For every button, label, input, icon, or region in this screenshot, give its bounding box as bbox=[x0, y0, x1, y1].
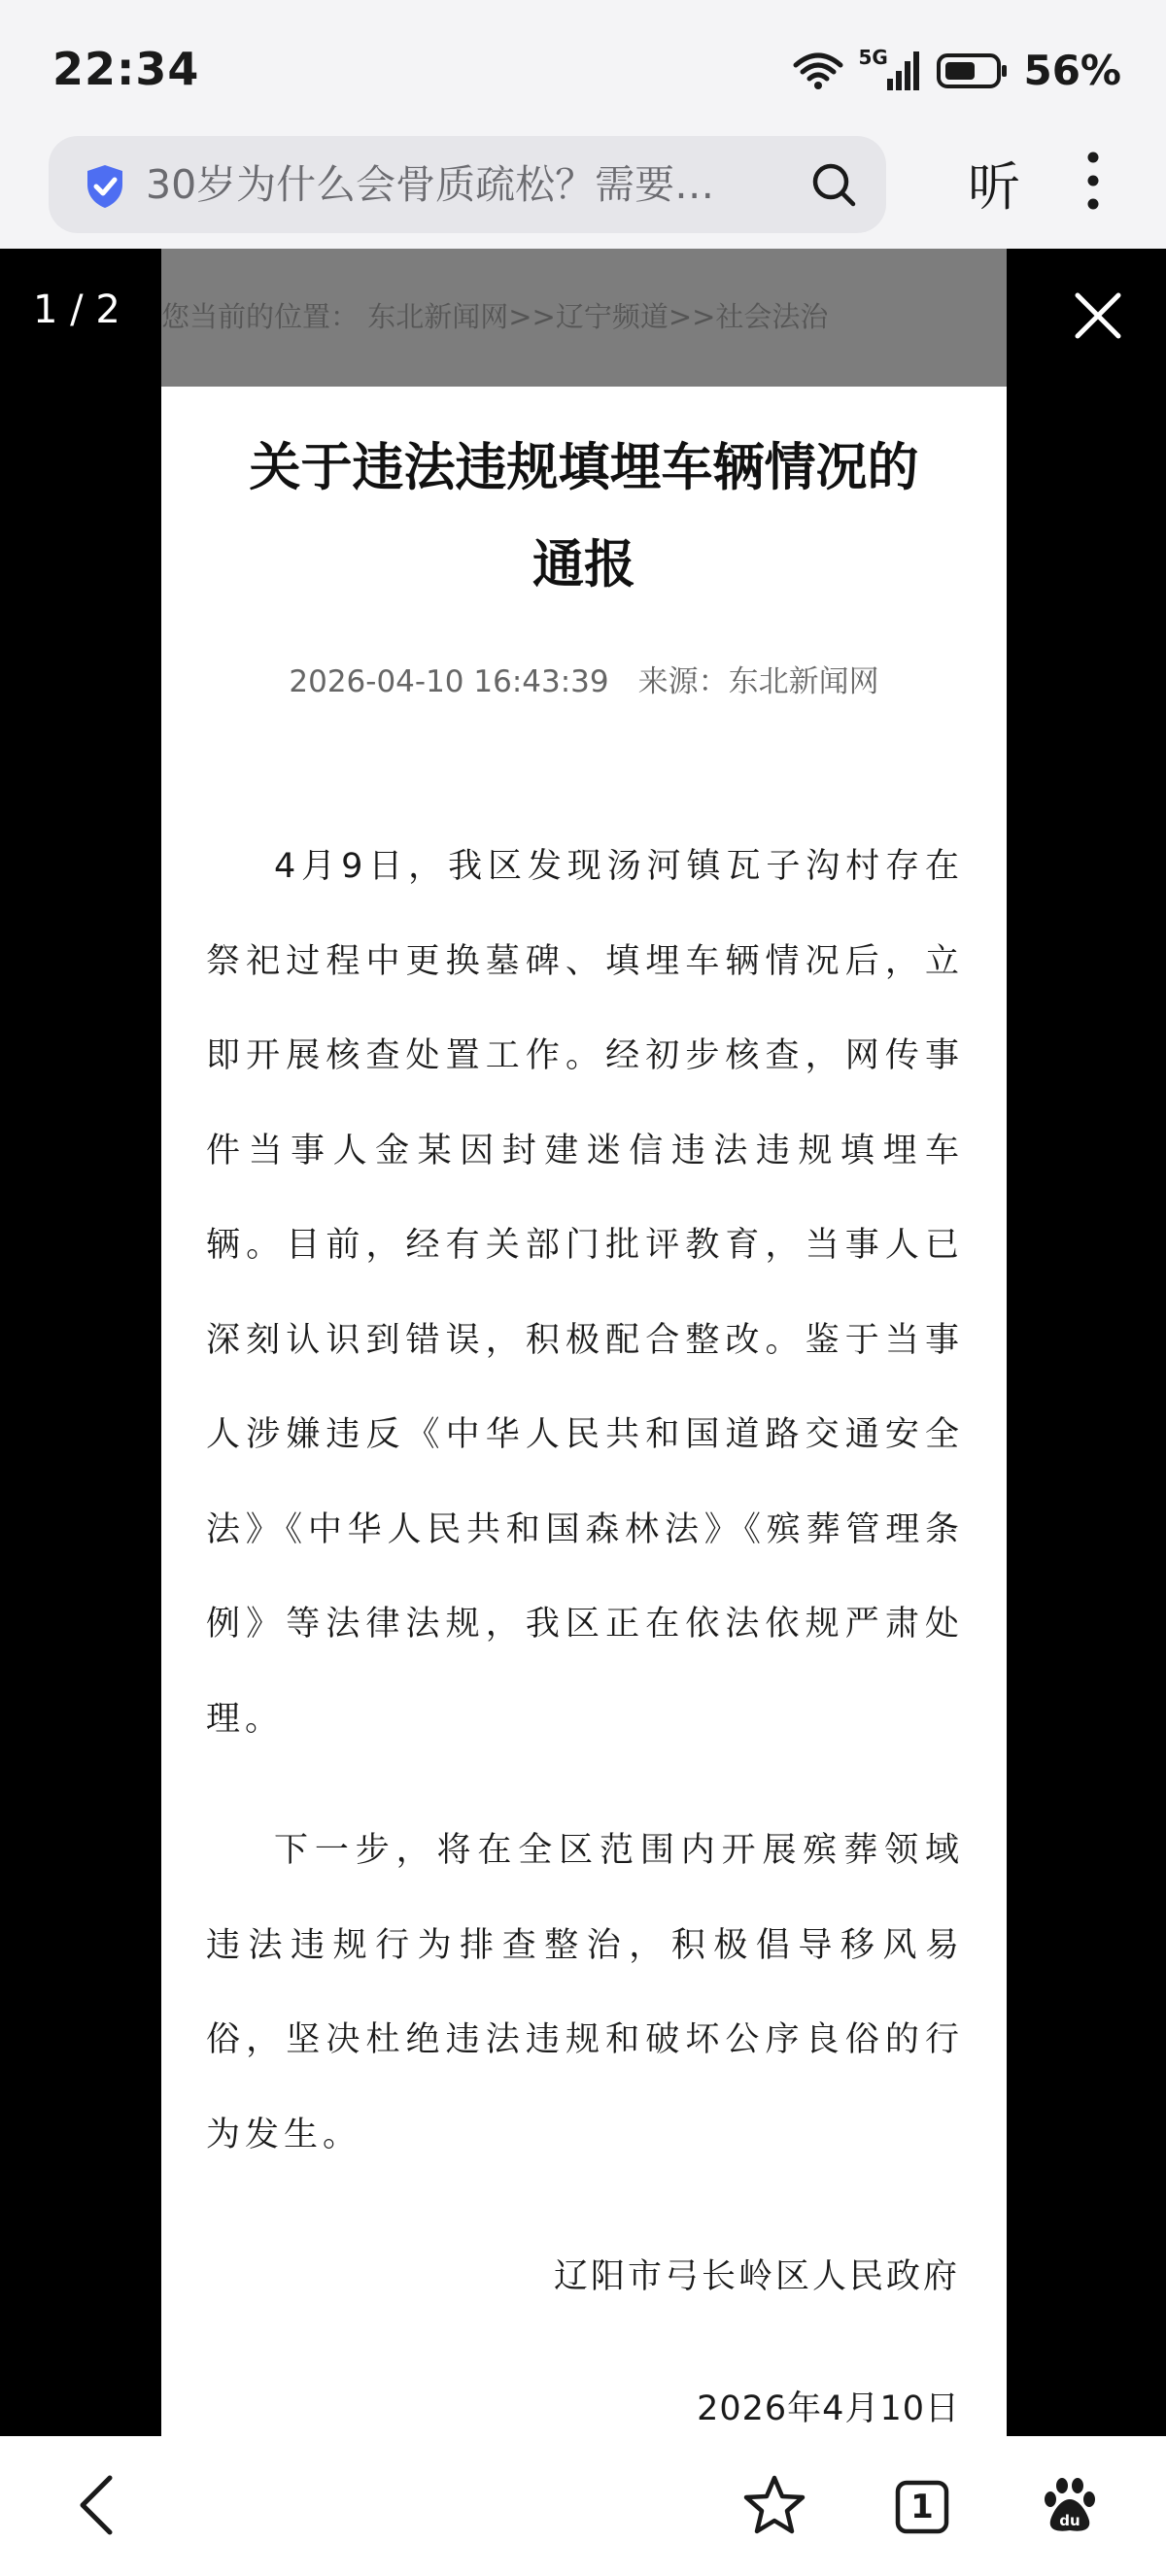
bookmark-button[interactable] bbox=[733, 2465, 816, 2549]
battery-icon bbox=[936, 51, 1010, 90]
search-bar[interactable] bbox=[49, 136, 886, 233]
listen-button[interactable]: 听 bbox=[968, 156, 1020, 218]
wifi-icon bbox=[792, 51, 844, 90]
article-title-line-1: 关于违法违规填埋车辆情况的 bbox=[249, 438, 919, 497]
article-meta bbox=[161, 657, 1007, 700]
battery-percent: 56% bbox=[1023, 47, 1121, 94]
cellular-5g-icon bbox=[858, 45, 922, 92]
breadcrumb-bar bbox=[161, 249, 1007, 387]
search-icon[interactable] bbox=[810, 161, 857, 212]
network-type-label: 5G bbox=[858, 45, 888, 69]
article-image[interactable] bbox=[161, 249, 1007, 2436]
baidu-button[interactable] bbox=[1028, 2465, 1112, 2549]
page-indicator: 1 / 2 bbox=[33, 288, 120, 332]
article-paragraph: 4月9日，我区发现汤河镇瓦子沟村存在祭祀过程中更换墓碑、填埋车辆情况后，立即开展核查处置工作。经初步核查，网传事件当事人金某因封建迷信违法违规填埋车辆。目前，经有关部门批评教育，当事人已深刻认识到错误，积极配合整改。鉴于当事人涉嫌违反《中华人民共和国道路交通安全法》《中华人民共和国森林法》《殡葬管理条例》等法律法规，我区正在依法依规严肃处理。 bbox=[206, 847, 964, 1739]
svg-text:du: du bbox=[1059, 2512, 1080, 2529]
breadcrumb: 您当前的位置： 东北新闻网>>辽宁频道>>社会法治 bbox=[161, 300, 829, 333]
article-source: 来源：东北新闻网 bbox=[637, 664, 879, 699]
back-icon bbox=[77, 2474, 116, 2540]
baidu-paw-icon bbox=[1039, 2474, 1101, 2540]
article-paragraph: 下一步，将在全区范围内开展殡葬领域违法违规行为排查整治，积极倡导移风易俗，坚决杜绝违法违规和破坏公序良俗的行为发生。 bbox=[206, 1831, 964, 2154]
article-title bbox=[190, 420, 977, 614]
back-button[interactable] bbox=[54, 2465, 138, 2549]
article-title-line-2: 通报 bbox=[532, 535, 635, 594]
shield-icon bbox=[84, 163, 126, 214]
close-icon[interactable] bbox=[1074, 291, 1122, 344]
browser-toolbar bbox=[0, 126, 1166, 249]
search-query-text[interactable]: 30岁为什么会骨质疏松？需要… bbox=[146, 161, 715, 208]
star-icon bbox=[742, 2474, 806, 2540]
image-viewer[interactable] bbox=[0, 249, 1166, 2436]
status-bar bbox=[0, 0, 1166, 126]
status-time: 22:34 bbox=[52, 43, 200, 95]
status-icons bbox=[792, 47, 1121, 94]
article-body bbox=[206, 820, 964, 2220]
bottom-nav bbox=[0, 2436, 1166, 2576]
article-signature: 辽阳市弓长岭区人民政府 bbox=[553, 2257, 960, 2296]
article-sign-date: 2026年4月10日 bbox=[697, 2390, 960, 2428]
more-vertical-icon[interactable] bbox=[1079, 150, 1108, 216]
tab-count: 1 bbox=[910, 2488, 934, 2526]
tabs-icon bbox=[895, 2480, 949, 2534]
tabs-button[interactable] bbox=[880, 2465, 964, 2549]
article-date: 2026-04-10 16:43:39 bbox=[289, 664, 609, 699]
